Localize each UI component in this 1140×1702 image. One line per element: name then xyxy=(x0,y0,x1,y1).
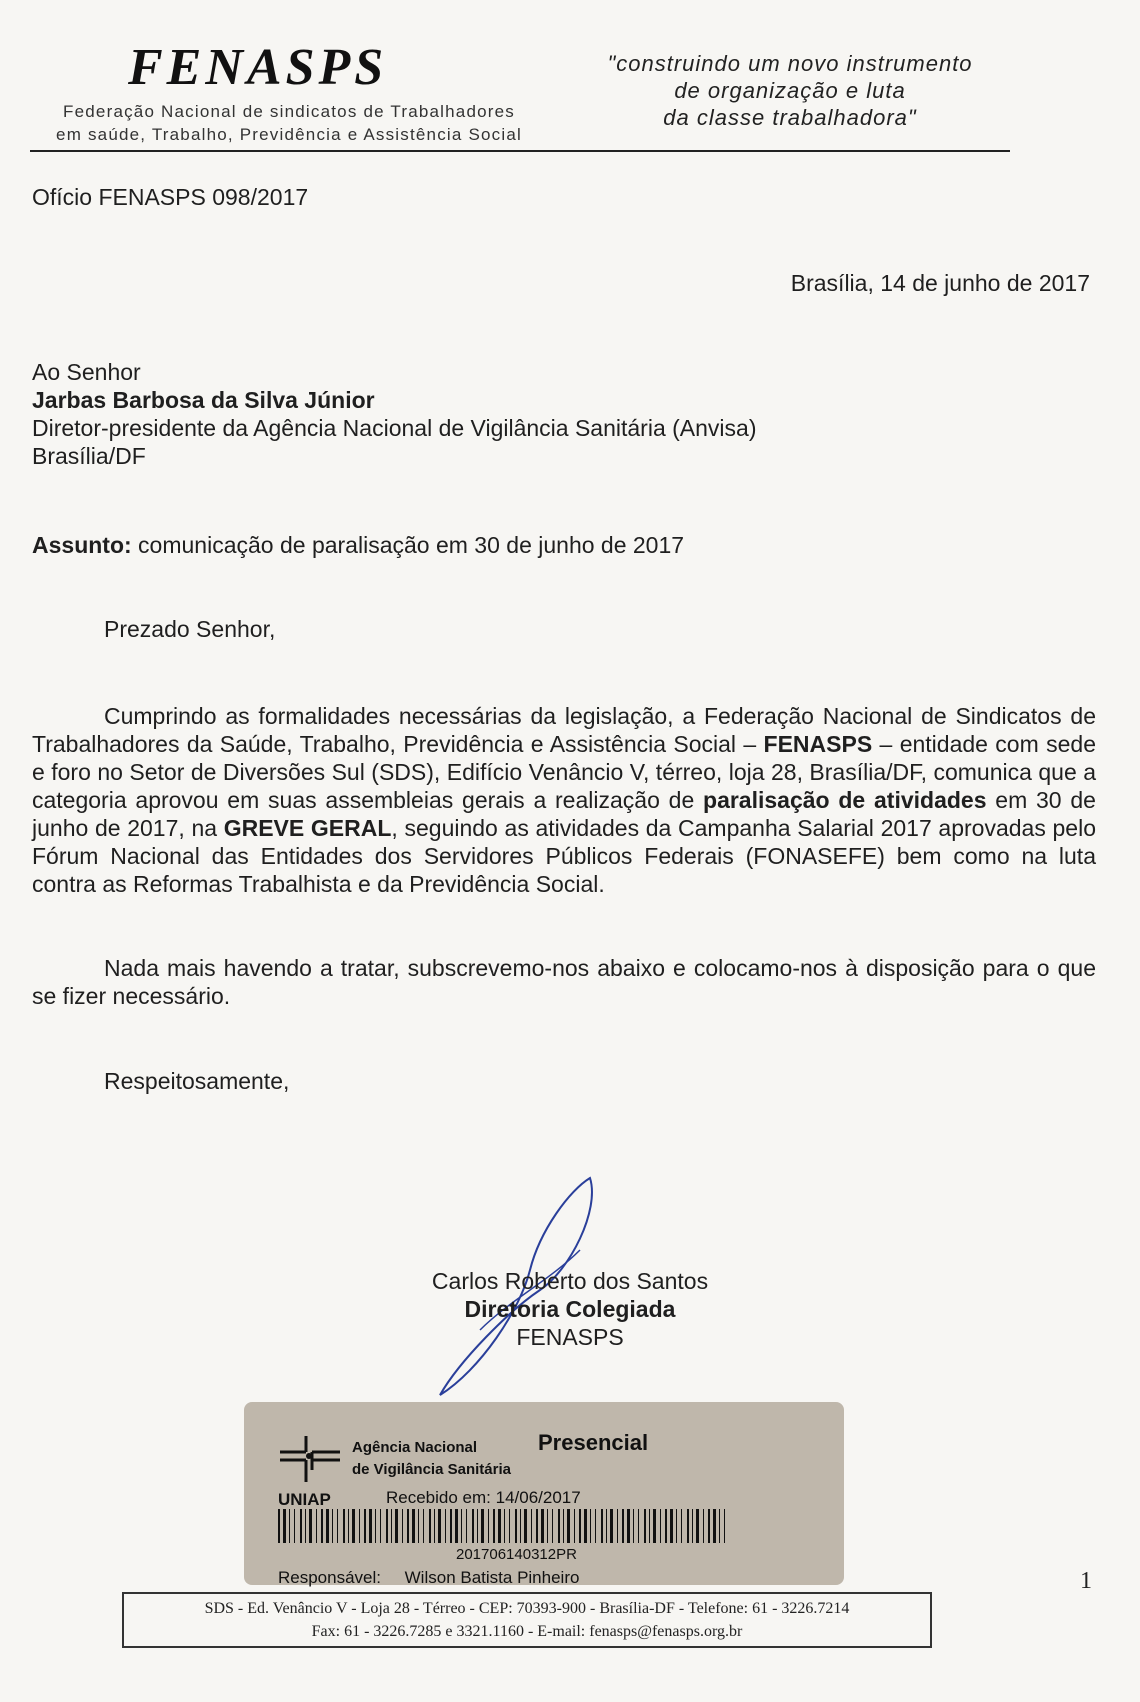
stamp-received-date: Recebido em: 14/06/2017 xyxy=(386,1488,581,1507)
stamp-protocol-number: 201706140312PR xyxy=(456,1546,577,1563)
page-number: 1 xyxy=(1080,1568,1092,1594)
stamp-unit: UNIAP xyxy=(278,1490,331,1509)
signer-name: Carlos Roberto dos Santos xyxy=(431,1268,709,1294)
header-divider xyxy=(30,150,1010,152)
stamp-agency: Agência Nacional de Vigilância Sanitária xyxy=(352,1439,511,1478)
footer-line2: Fax: 61 - 3226.7285 e 3321.1160 - E-mail: fenasps@fenasps.org.br xyxy=(311,1623,743,1640)
recipient-city: Brasília/DF xyxy=(32,443,146,469)
salutation-to: Ao Senhor xyxy=(32,359,141,385)
closing: Respeitosamente, xyxy=(104,1068,290,1094)
subject-label: Assunto: xyxy=(32,532,132,558)
stamp-mode: Presencial xyxy=(538,1430,649,1455)
subject-text: comunicação de paralisação em 30 de junho de 2017 xyxy=(131,532,685,558)
motto-line2: de organização e luta xyxy=(674,78,906,103)
motto-line3: da classe trabalhadora" xyxy=(663,105,917,130)
signature-block xyxy=(390,1267,750,1351)
stamp-responsible: Responsável: Wilson Batista Pinheiro xyxy=(278,1568,580,1587)
org-full-line1: Federação Nacional de sindicatos de Trabalhadores xyxy=(63,102,515,121)
body-paragraph-1: Cumprindo as formalidades necessárias da legislação, a Federação Nacional de Sindicatos de Trabalhadores da Saúde, Trabalho, Previdência e Assistência Social – FENASPS – entidade com sede e foro no Setor de Diversões Sul (SDS), Edifício Venâncio V, térreo, loja 28, Brasília/DF, comunica que a categoria aprovou em suas assembleias gerais a realização de paralisação de atividades em 30 de junho de 2017, na GREVE GERAL, seguindo as atividades da Campanha Salarial 2017 aprovadas pelo Fórum Nacional das Entidades dos Servidores Públicos Federais (FONASEFE) bem como na luta contra as Reformas Trabalhista e da Previdência Social. xyxy=(32,703,1096,897)
signer-org: FENASPS xyxy=(516,1324,624,1350)
footer-contact xyxy=(122,1592,932,1648)
org-logo: FENASPS xyxy=(128,39,388,96)
recipient-title: Diretor-presidente da Agência Nacional de Vigilância Sanitária (Anvisa) xyxy=(32,415,757,441)
org-full-line2: em saúde, Trabalho, Previdência e Assistência Social xyxy=(56,125,522,144)
anvisa-logo-icon xyxy=(276,1430,346,1486)
subject-line xyxy=(32,532,684,559)
recipient-block xyxy=(32,358,756,470)
letter-reference: Ofício FENASPS 098/2017 xyxy=(32,184,309,210)
recipient-name: Jarbas Barbosa da Silva Júnior xyxy=(32,387,375,413)
org-full-name xyxy=(44,100,534,146)
greeting: Prezado Senhor, xyxy=(104,616,276,642)
footer-line1: SDS - Ed. Venâncio V - Loja 28 - Térreo - CEP: 70393-900 - Brasília-DF - Telefone: 61 - 3226.7214 xyxy=(204,1600,850,1617)
signer-role: Diretoria Colegiada xyxy=(464,1296,676,1322)
motto-line1: "construindo um novo instrumento xyxy=(607,51,973,76)
place-date: Brasília, 14 de junho de 2017 xyxy=(790,270,1090,296)
barcode xyxy=(278,1509,734,1543)
motto xyxy=(580,50,1000,131)
body-paragraph-2: Nada mais havendo a tratar, subscrevemo-nos abaixo e colocamo-nos à disposição para o que se fizer necessário. xyxy=(32,955,1096,1009)
